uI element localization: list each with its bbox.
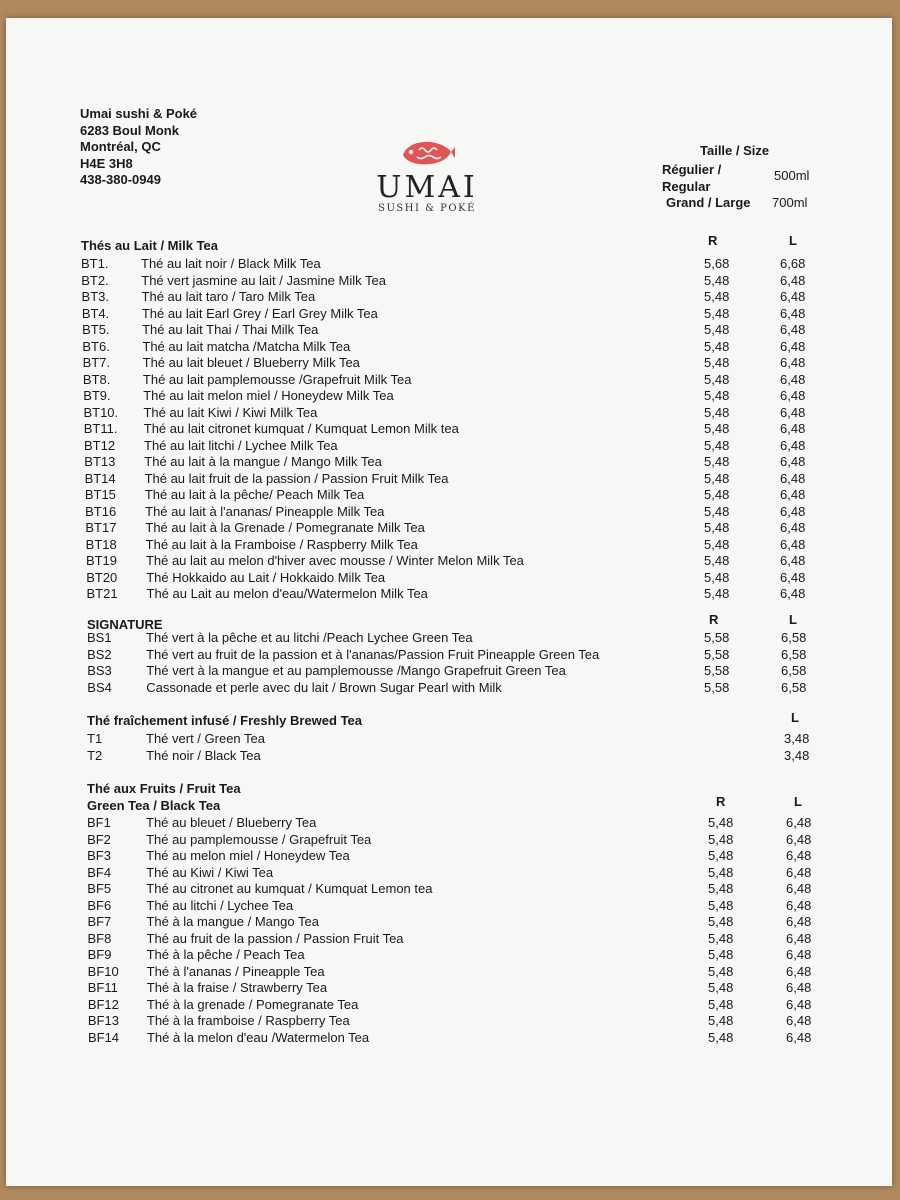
menu-item <box>0 339 900 355</box>
item-price-large: 6,48 <box>780 454 806 469</box>
item-price-regular: 5,48 <box>704 470 730 486</box>
item-code: BT4. <box>81 305 110 321</box>
menu-item <box>0 931 900 947</box>
item-price-large: 6,48 <box>780 553 806 568</box>
item-code: BT15 <box>84 487 116 502</box>
item-price-large: 6,48 <box>780 305 806 321</box>
item-code: BF9 <box>87 947 112 962</box>
menu-item <box>0 487 900 503</box>
item-code: BF5 <box>87 881 112 896</box>
item-code: BT9. <box>83 388 111 403</box>
menu-item <box>0 273 900 289</box>
item-price-regular: 5,48 <box>708 947 734 962</box>
item-price-large: 6,48 <box>780 503 806 519</box>
item-code: BT14 <box>84 470 116 486</box>
size-title: Taille / Size <box>700 143 770 158</box>
item-price-large: 6,48 <box>780 437 806 453</box>
item-price-regular: 5,48 <box>708 914 734 929</box>
item-code: BF12 <box>87 996 119 1012</box>
item-code: BT21 <box>86 586 118 601</box>
item-name: Thé au lait citronet kumquat / Kumquat Lemon Milk tea <box>143 421 459 436</box>
item-price-regular: 5,48 <box>708 897 734 913</box>
menu-item <box>0 553 900 569</box>
item-price-large: 6,48 <box>780 272 806 288</box>
item-price-large: 6,48 <box>780 536 806 552</box>
item-price-large: 6,48 <box>786 930 812 946</box>
menu-item <box>0 630 900 646</box>
item-price-large: 6,58 <box>781 646 807 662</box>
column-header-large: L <box>789 612 797 627</box>
menu-item <box>0 537 900 553</box>
menu-item <box>0 1013 900 1029</box>
column-header-large: L <box>794 794 802 809</box>
item-code: BF8 <box>87 930 112 946</box>
logo-name: UMAI <box>376 170 478 205</box>
menu-item <box>0 322 900 338</box>
item-code: BT3. <box>81 289 110 304</box>
item-name: Thé au litchi / Lychee Tea <box>146 897 294 913</box>
item-price-regular: 5,48 <box>704 536 730 552</box>
item-code: BS1 <box>87 630 112 645</box>
column-header-large: L <box>789 233 797 248</box>
section-title: SIGNATURE <box>87 617 163 632</box>
menu-item <box>0 355 900 371</box>
item-price-large: 6,48 <box>780 569 806 585</box>
item-price-regular: 5,48 <box>704 404 730 420</box>
item-code: BF4 <box>87 864 112 880</box>
item-name: Thé au pamplemousse / Grapefruit Tea <box>146 831 372 847</box>
item-price-regular: 5,48 <box>704 289 730 304</box>
item-name: Thé au bleuet / Blueberry Tea <box>146 815 317 830</box>
item-price-large: 6,48 <box>786 897 812 913</box>
item-price-large: 3,48 <box>784 748 810 763</box>
item-price-large: 6,48 <box>780 487 806 502</box>
item-price-regular: 5,48 <box>708 831 734 847</box>
item-price-large: 6,48 <box>780 322 806 337</box>
item-price-regular: 5,68 <box>704 256 730 271</box>
item-name: Thé au lait noir / Black Milk Tea <box>141 256 321 271</box>
menu-item <box>0 947 900 963</box>
item-code: BT5. <box>82 322 110 337</box>
item-price-regular: 5,48 <box>704 569 730 585</box>
item-price-regular: 5,48 <box>708 1013 734 1028</box>
item-price-regular: 5,48 <box>708 980 734 995</box>
column-header-large: L <box>791 710 799 725</box>
regular-label-line1: Régulier / <box>662 162 722 177</box>
menu-item <box>0 438 900 454</box>
column-header-regular: R <box>709 612 719 627</box>
item-price-regular: 5,48 <box>708 930 734 946</box>
item-price-regular: 5,48 <box>708 864 734 880</box>
menu-item <box>0 865 900 881</box>
section-title: Thés au Lait / Milk Tea <box>81 238 219 253</box>
menu-item <box>0 898 900 914</box>
menu-item <box>0 997 900 1013</box>
item-code: BT19 <box>85 553 118 568</box>
item-price-large: 6,48 <box>786 864 812 880</box>
item-price-regular: 5,48 <box>708 963 734 979</box>
item-price-large: 6,48 <box>780 520 806 535</box>
item-name: Thé au lait Thai / Thai Milk Tea <box>142 322 319 337</box>
item-price-large: 6,48 <box>780 421 806 436</box>
item-name: Thé vert à la mangue et au pamplemousse /Mango Grapefruit Green Tea <box>146 663 566 679</box>
item-price-large: 6,48 <box>786 848 812 863</box>
item-price-regular: 5,58 <box>704 630 730 645</box>
item-name: Thé au Lait au melon d'eau/Watermelon Milk Tea <box>146 586 428 601</box>
item-code: BF11 <box>87 980 118 995</box>
item-code: BT11. <box>83 421 118 436</box>
item-name: Thé vert / Green Tea <box>146 731 265 746</box>
item-code: BT1. <box>81 256 109 271</box>
item-price-large: 6,48 <box>786 980 812 995</box>
address-line: 6283 Boul Monk <box>80 122 179 138</box>
section-title: Thé fraîchement infusé / Freshly Brewed Tea <box>87 713 363 728</box>
item-code: BS4 <box>87 679 112 695</box>
regular-label-line2: Regular <box>662 179 711 194</box>
item-price-regular: 5,48 <box>704 421 730 436</box>
item-name: Thé à la framboise / Raspberry Tea <box>146 1013 350 1028</box>
menu-item <box>0 815 900 831</box>
item-price-large: 6,48 <box>780 371 806 387</box>
menu-item <box>0 964 900 980</box>
address-line: 438-380-0949 <box>80 172 161 187</box>
item-price-large: 6,48 <box>780 355 806 370</box>
column-header-regular: R <box>716 794 726 809</box>
column-header-regular: R <box>708 233 718 248</box>
item-code: BT6. <box>82 338 110 354</box>
item-price-regular: 5,58 <box>704 663 730 679</box>
address-line: H4E 3H8 <box>80 155 133 171</box>
item-price-large: 6,58 <box>781 630 807 645</box>
item-name: Thé au lait litchi / Lychee Milk Tea <box>144 437 338 453</box>
item-price-large: 6,48 <box>780 388 806 403</box>
menu-item <box>0 832 900 848</box>
item-name: Cassonade et perle avec du lait / Brown Sugar Pearl with Milk <box>146 679 502 695</box>
item-code: BF10 <box>87 963 119 979</box>
item-price-large: 6,48 <box>780 470 806 486</box>
item-price-large: 6,48 <box>786 1029 812 1045</box>
item-price-large: 6,48 <box>780 404 806 420</box>
item-price-regular: 5,48 <box>704 586 730 601</box>
item-code: BT8. <box>82 371 111 387</box>
address-line: Umai sushi & Poké <box>80 106 198 121</box>
item-name: Thé au lait melon miel / Honeydew Milk Tea <box>143 388 394 403</box>
menu-item <box>0 647 900 663</box>
item-price-large: 6,48 <box>780 586 806 601</box>
item-name: Thé vert au fruit de la passion et à l'ananas/Passion Fruit Pineapple Green Tea <box>146 646 600 662</box>
menu-item <box>0 388 900 404</box>
menu-item <box>0 372 900 388</box>
item-price-large: 6,58 <box>781 679 807 695</box>
item-price-regular: 5,48 <box>708 1029 734 1045</box>
item-price-regular: 5,48 <box>708 815 734 830</box>
menu-item <box>0 306 900 322</box>
item-code: BS3 <box>87 663 112 679</box>
item-code: T2 <box>87 748 103 763</box>
item-name: Thé au fruit de la passion / Passion Fruit Tea <box>146 930 404 946</box>
item-price-large: 6,68 <box>780 256 806 271</box>
item-code: BF3 <box>87 848 111 863</box>
item-price-regular: 5,48 <box>704 520 730 535</box>
item-name: Thé au Kiwi / Kiwi Tea <box>146 864 274 880</box>
item-name: Thé au lait à la mangue / Mango Milk Tea <box>144 454 382 469</box>
item-name: Thé au lait taro / Taro Milk Tea <box>141 289 316 304</box>
item-name: Thé au melon miel / Honeydew Tea <box>146 848 350 863</box>
item-price-large: 6,48 <box>786 815 812 830</box>
item-code: BT17 <box>85 520 117 535</box>
item-code: BT10. <box>83 404 119 420</box>
item-name: Thé à la pêche / Peach Tea <box>146 947 305 962</box>
menu-item <box>0 405 900 421</box>
item-price-regular: 5,48 <box>704 355 730 370</box>
menu-item <box>0 663 900 679</box>
item-name: Thé au lait au melon d'hiver avec mousse / Winter Melon Milk Tea <box>145 553 524 568</box>
item-name: Thé au lait matcha /Matcha Milk Tea <box>142 338 351 354</box>
item-code: BT13 <box>84 454 116 469</box>
item-code: BF13 <box>87 1013 119 1028</box>
item-price-large: 6,48 <box>786 831 812 847</box>
menu-item <box>0 570 900 586</box>
item-code: BF14 <box>87 1029 120 1045</box>
item-name: Thé au lait Earl Grey / Earl Grey Milk Tea <box>141 305 378 321</box>
item-code: T1 <box>87 731 103 746</box>
item-code: BF1 <box>87 815 111 830</box>
item-name: Thé au lait à la Framboise / Raspberry Milk Tea <box>145 536 418 552</box>
item-price-regular: 5,48 <box>704 305 730 321</box>
item-price-regular: 5,48 <box>704 454 730 469</box>
item-price-large: 6,58 <box>781 663 807 679</box>
item-code: BT20 <box>86 569 118 585</box>
item-code: BF6 <box>87 897 112 913</box>
menu-item <box>0 980 900 996</box>
regular-size-ml: 500ml <box>774 168 810 183</box>
logo-subtitle: SUSHI & POKÉ <box>378 203 476 214</box>
menu-item <box>0 586 900 602</box>
menu-item <box>0 256 900 272</box>
item-price-large: 6,48 <box>786 996 812 1012</box>
menu-item <box>0 731 900 747</box>
item-name: Thé au lait bleuet / Blueberry Milk Tea <box>142 355 360 370</box>
regular-size-label <box>662 161 721 195</box>
menu-item <box>0 471 900 487</box>
item-price-large: 6,48 <box>786 914 812 929</box>
item-price-regular: 5,48 <box>704 322 730 337</box>
item-price-regular: 5,58 <box>704 646 730 662</box>
item-price-large: 6,48 <box>786 881 812 896</box>
item-name: Thé à la fraise / Strawberry Tea <box>146 980 328 995</box>
menu-item <box>0 520 900 536</box>
item-code: BF7 <box>87 914 112 929</box>
item-name: Thé au lait fruit de la passion / Passion Fruit Milk Tea <box>144 470 449 486</box>
item-price-large: 6,48 <box>786 947 812 962</box>
item-name: Thé à la mangue / Mango Tea <box>146 914 319 929</box>
item-name: Thé au citronet au kumquat / Kumquat Lemon tea <box>146 881 433 896</box>
item-name: Thé noir / Black Tea <box>146 748 261 763</box>
item-price-regular: 5,48 <box>704 503 730 519</box>
item-price-regular: 5,48 <box>704 338 730 354</box>
item-name: Thé à la melon d'eau /Watermelon Tea <box>146 1029 370 1045</box>
item-name: Thé au lait à l'ananas/ Pineapple Milk Tea <box>145 503 385 519</box>
item-name: Thé au lait à la pêche/ Peach Milk Tea <box>144 487 365 502</box>
menu-item <box>0 289 900 305</box>
item-code: BT12 <box>84 437 116 453</box>
item-code: BT18 <box>85 536 117 552</box>
item-name: Thé à l'ananas / Pineapple Tea <box>146 963 325 979</box>
menu-item <box>0 1030 900 1046</box>
item-name: Thé Hokkaido au Lait / Hokkaido Milk Tea <box>146 569 386 585</box>
restaurant-address <box>80 106 197 189</box>
item-price-regular: 5,58 <box>704 679 730 695</box>
item-name: Thé au lait Kiwi / Kiwi Milk Tea <box>143 404 318 420</box>
menu-item <box>0 504 900 520</box>
fish-logo-icon <box>399 138 455 168</box>
item-price-regular: 5,48 <box>704 272 730 288</box>
item-name: Thé vert jasmine au lait / Jasmine Milk Tea <box>141 272 386 288</box>
item-price-regular: 5,48 <box>704 388 730 403</box>
item-price-large: 6,48 <box>780 338 806 354</box>
item-code: BF2 <box>87 831 111 847</box>
item-price-regular: 5,48 <box>704 553 730 568</box>
section-subtitle: Green Tea / Black Tea <box>87 798 221 813</box>
item-price-large: 6,48 <box>780 289 806 304</box>
large-size-ml: 700ml <box>772 195 808 210</box>
menu-item <box>0 680 900 696</box>
item-code: BT7. <box>82 355 111 370</box>
item-price-large: 6,48 <box>786 963 812 979</box>
section-title: Thé aux Fruits / Fruit Tea <box>87 781 241 796</box>
item-code: BT2. <box>81 272 109 288</box>
item-name: Thé vert à la pêche et au litchi /Peach Lychee Green Tea <box>146 630 473 645</box>
item-price-regular: 5,48 <box>704 371 730 387</box>
item-code: BT16 <box>85 503 117 519</box>
menu-item <box>0 914 900 930</box>
menu-item <box>0 454 900 470</box>
item-name: Thé au lait à la Grenade / Pomegranate Milk Tea <box>145 520 425 535</box>
menu-item <box>0 421 900 437</box>
item-name: Thé à la grenade / Pomegranate Tea <box>146 996 359 1012</box>
menu-item <box>0 748 900 764</box>
item-price-large: 6,48 <box>786 1013 812 1028</box>
menu-item <box>0 881 900 897</box>
large-size-label: Grand / Large <box>666 195 751 210</box>
item-price-regular: 5,48 <box>704 487 730 502</box>
item-price-regular: 5,48 <box>708 881 734 896</box>
item-name: Thé au lait pamplemousse /Grapefruit Milk Tea <box>142 371 412 387</box>
item-price-regular: 5,48 <box>708 848 734 863</box>
umai-logo <box>362 138 492 214</box>
item-code: BS2 <box>87 646 112 662</box>
item-price-large: 3,48 <box>784 731 810 746</box>
item-price-regular: 5,48 <box>704 437 730 453</box>
item-price-regular: 5,48 <box>708 996 734 1012</box>
address-line: Montréal, QC <box>80 139 161 154</box>
menu-item <box>0 848 900 864</box>
